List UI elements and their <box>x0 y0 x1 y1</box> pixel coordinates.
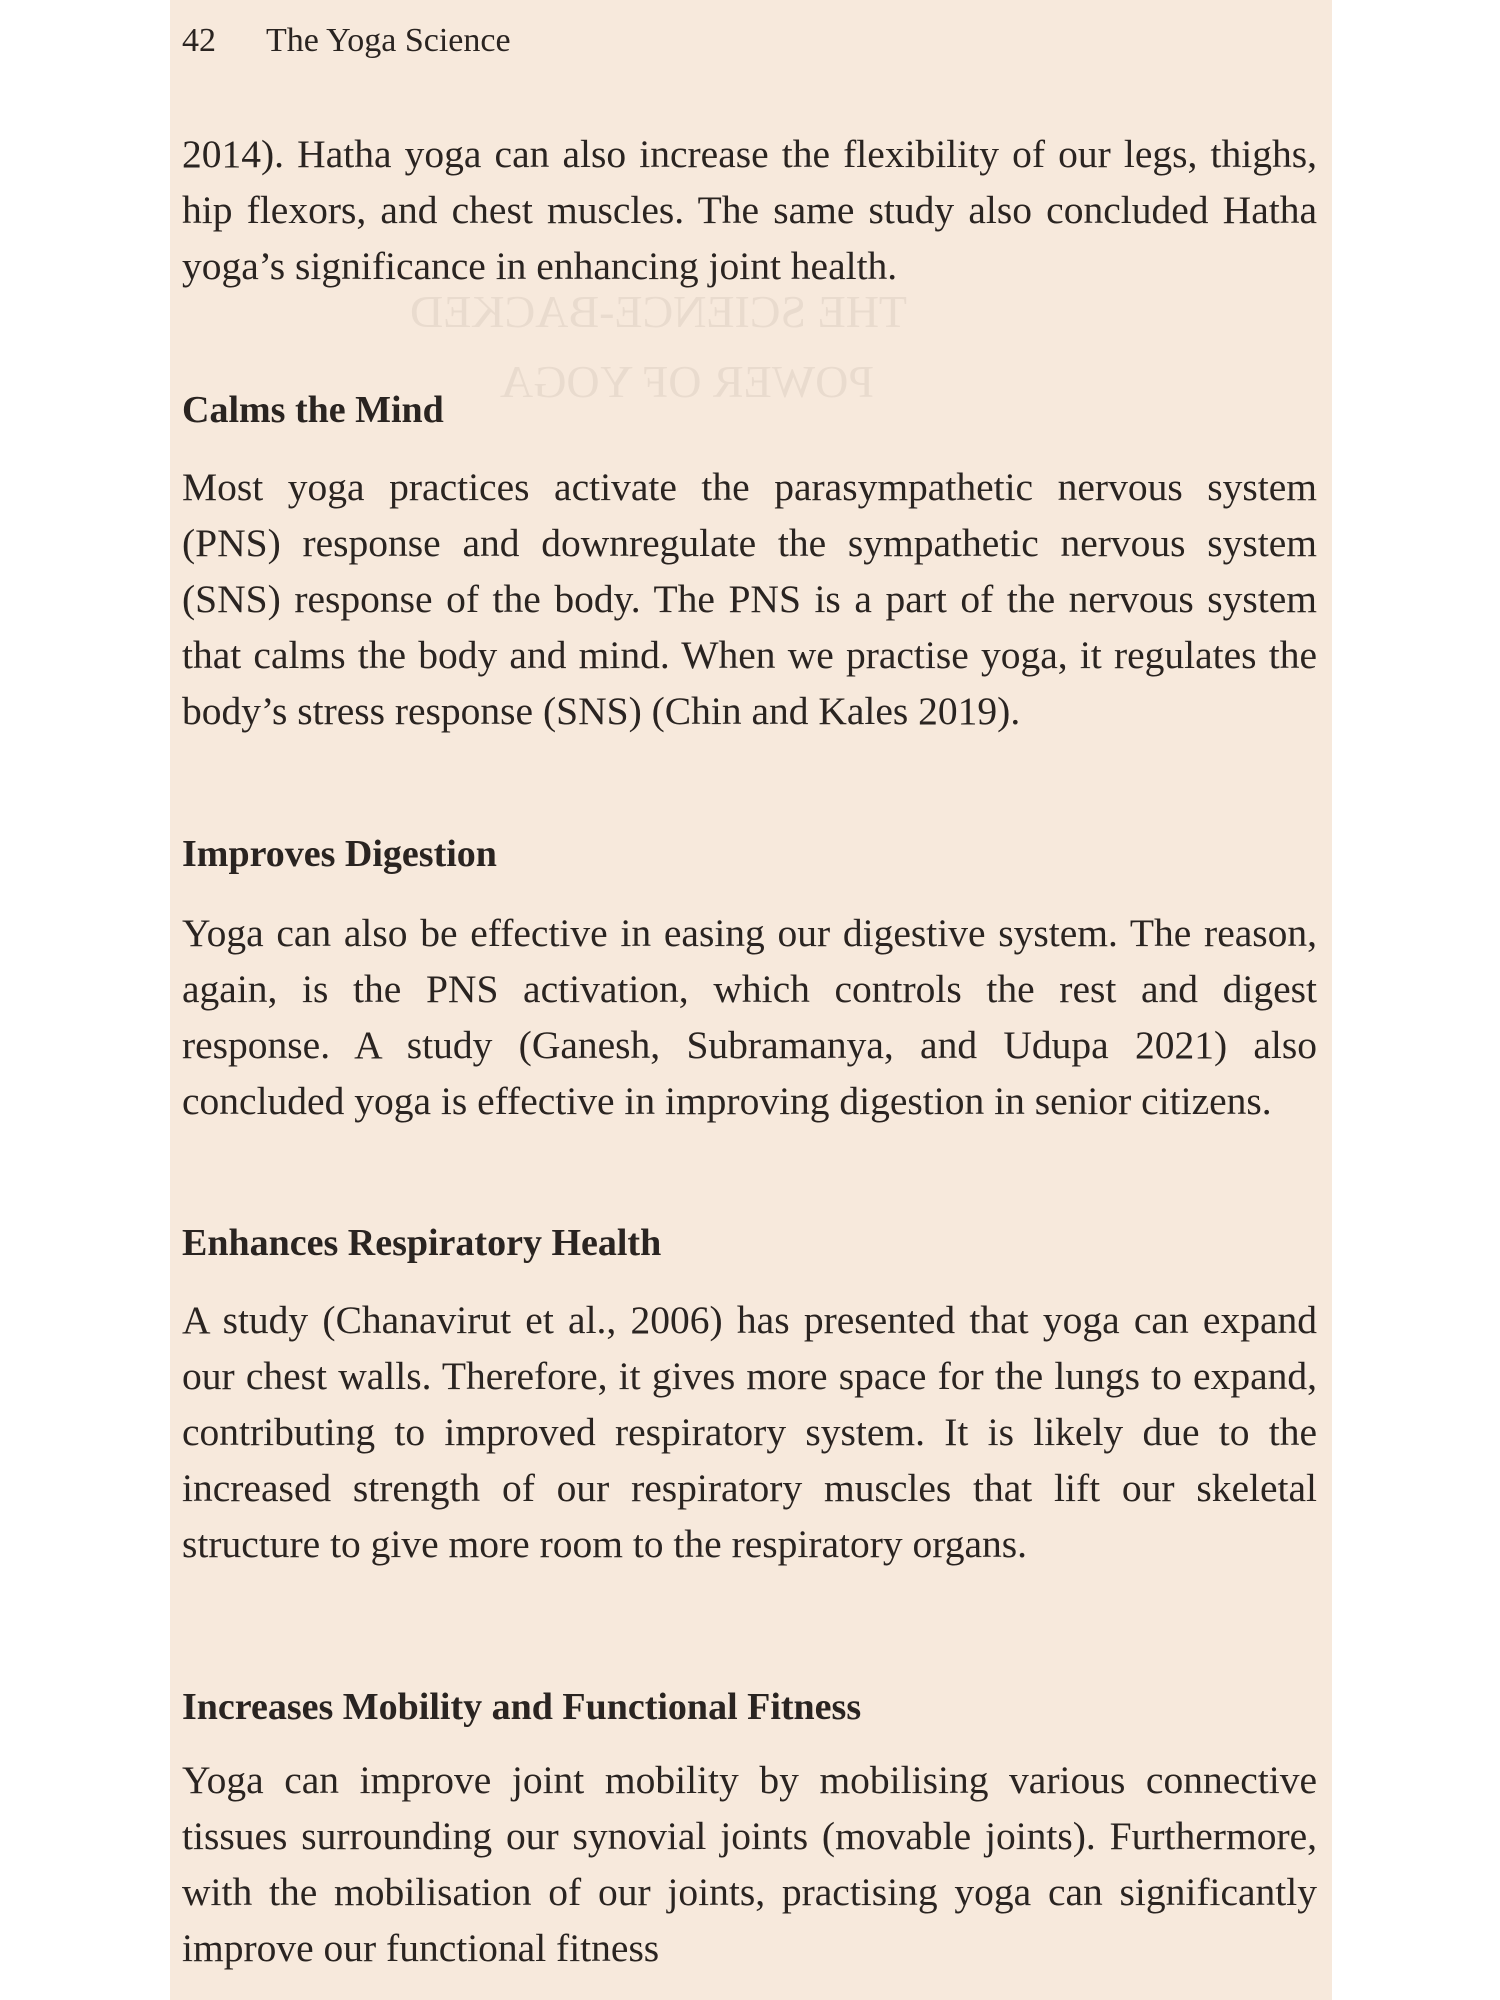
heading-improves-digestion: Improves Digestion <box>182 833 497 875</box>
heading-respiratory-health: Enhances Respiratory Health <box>182 1222 662 1264</box>
mobility-paragraph: Yoga can improve joint mobility by mobilising various connective tissues surrounding our synovial joints (movable joints). Furthermore, with the mobilisation of our joints, practising yoga can significantly improve our functional fitness <box>182 1758 1317 1970</box>
heading-calms-the-mind: Calms the Mind <box>182 389 444 431</box>
show-through-decoration: THE SCIENCE-BACKED <box>410 286 908 337</box>
book-page <box>170 0 1332 2000</box>
respiratory-health-paragraph: A study (Chanavirut et al., 2006) has presented that yoga can expand our chest walls. Therefore, it gives more space for the lungs to expand, contributing to improved respiratory system. It is likely due to the increased strength of our respiratory muscles that lift our skeletal structure to give more room to the respiratory organs. <box>182 1298 1317 1566</box>
running-header <box>182 22 511 60</box>
calms-the-mind-paragraph: Most yoga practices activate the parasympathetic nervous system (PNS) response and downregulate the sympathetic nervous system (SNS) response of the body. The PNS is a part of the nervous system that calms the body and mind. When we practise yoga, it regulates the body’s stress response (SNS) (Chin and Kales 2019). <box>182 465 1317 733</box>
book-title: The Yoga Science <box>266 22 511 59</box>
improves-digestion-paragraph: Yoga can also be effective in easing our digestive system. The reason, again, is the PNS activation, which controls the rest and digest response. A study (Ganesh, Subramanya, and Udupa 2021) also concluded yoga is effective in improving digestion in senior citizens. <box>182 911 1317 1123</box>
heading-mobility-functional-fitness: Increases Mobility and Functional Fitness <box>182 1686 862 1728</box>
page-number: 42 <box>182 22 216 59</box>
intro-paragraph: 2014). Hatha yoga can also increase the flexibility of our legs, thighs, hip flexors, and chest muscles. The same study also concluded Hatha yoga’s significance in enhancing joint health. <box>182 132 1317 288</box>
show-through-decoration: POWER OF YOGA <box>500 356 874 407</box>
